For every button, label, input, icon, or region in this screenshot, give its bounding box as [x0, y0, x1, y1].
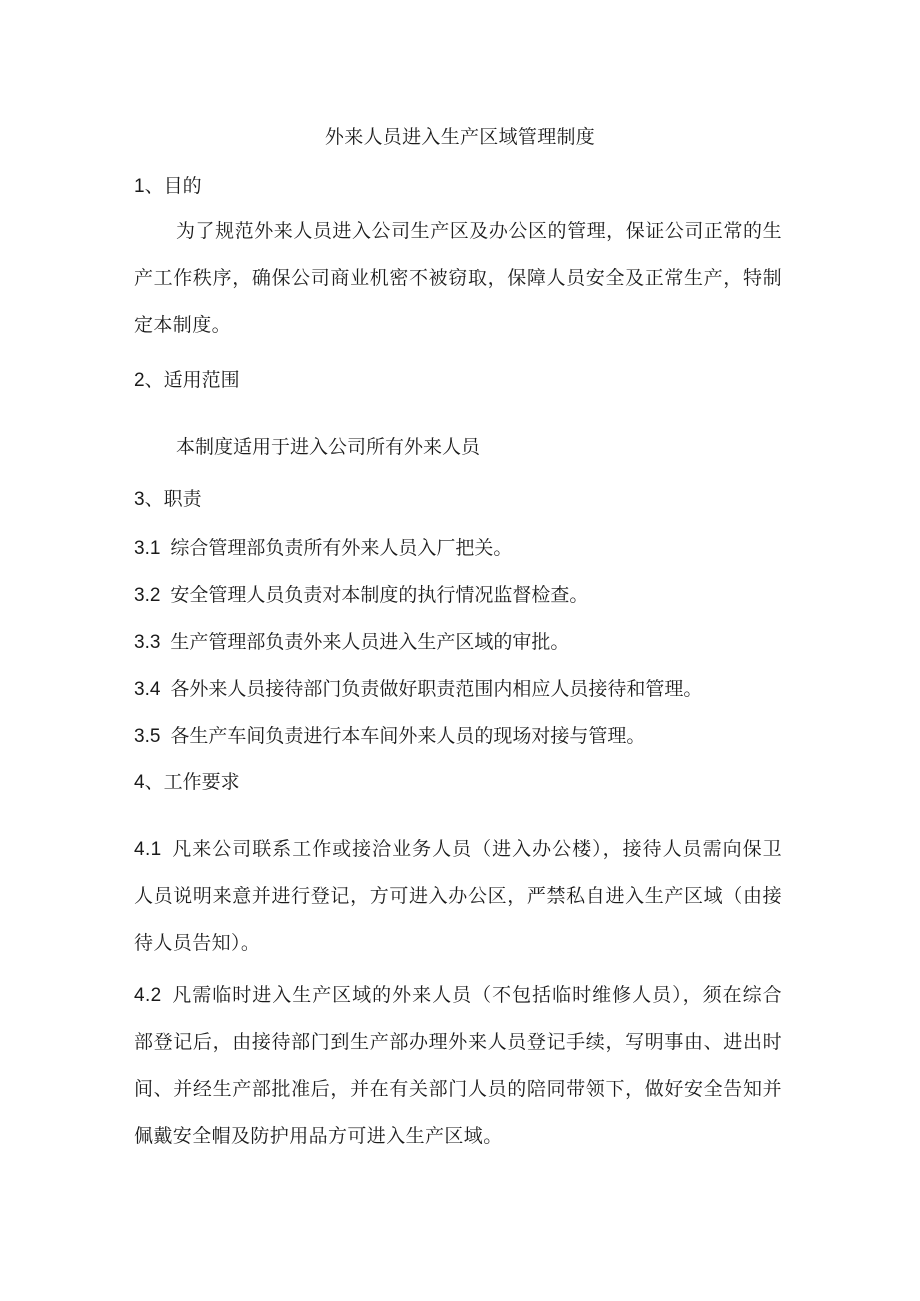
item-number: 4.1	[134, 839, 162, 860]
document-title: 外来人员进入生产区域管理制度	[324, 126, 596, 148]
item-text: 凡需临时进入生产区域的外来人员（不包括临时维修人员），须在综合部登记后，由接待部门到生产部办理外来人员登记手续，写明事由、进出时间、并经生产部批准后，并在有关部门人员的陪同带领下，做好安全告知并佩戴安全帽及防护用品方可进入生产区域。	[134, 984, 782, 1147]
item-number: 3.2	[134, 585, 161, 606]
item-number: 3.5	[134, 726, 161, 747]
section-2-heading: 2、适用范围	[134, 370, 240, 391]
section-4-item	[134, 826, 782, 967]
section-2-body: 本制度适用于进入公司所有外来人员	[176, 436, 481, 458]
item-number: 4.2	[134, 985, 162, 1006]
section-3-heading: 3、职责	[134, 489, 202, 510]
item-text: 安全管理人员负责对本制度的执行情况监督检查。	[170, 584, 589, 606]
item-text: 各外来人员接待部门负责做好职责范围内相应人员接待和管理。	[170, 678, 703, 700]
item-number: 3.1	[134, 538, 161, 559]
section-1-heading: 1、目的	[134, 176, 202, 197]
item-text: 各生产车间负责进行本车间外来人员的现场对接与管理。	[170, 725, 646, 747]
section-1-body: 为了规范外来人员进入公司生产区及办公区的管理，保证公司正常的生产工作秩序，确保公司商业机密不被窃取，保障人员安全及正常生产，特制定本制度。	[134, 220, 782, 336]
section-3-item	[134, 580, 588, 611]
item-text: 综合管理部负责所有外来人员入厂把关。	[170, 537, 513, 559]
section-3-item	[134, 674, 702, 705]
item-number: 3.4	[134, 679, 161, 700]
item-text: 凡来公司联系工作或接洽业务人员（进入办公楼），接待人员需向保卫人员说明来意并进行登记，方可进入办公区，严禁私自进入生产区域（由接待人员告知）。	[134, 838, 782, 954]
item-text: 生产管理部负责外来人员进入生产区域的审批。	[170, 631, 570, 653]
section-4-item	[134, 972, 782, 1160]
section-4-heading: 4、工作要求	[134, 772, 240, 793]
section-3-item	[134, 721, 645, 752]
section-3-item	[134, 627, 569, 658]
item-number: 3.3	[134, 632, 161, 653]
section-3-item	[134, 533, 512, 564]
